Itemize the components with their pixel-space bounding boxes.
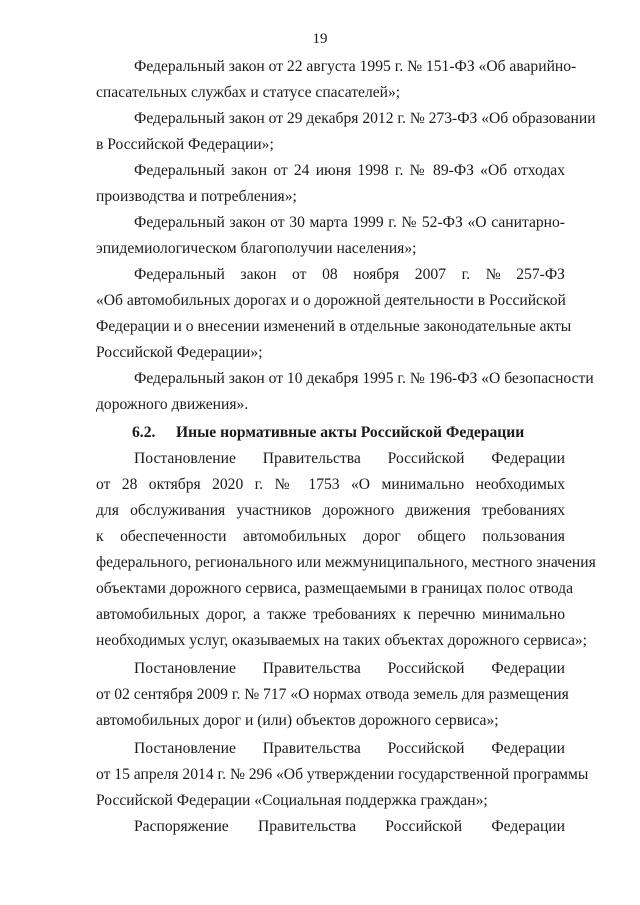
word: Федерации xyxy=(491,450,565,467)
word: Постановление xyxy=(134,740,236,757)
text-line: дорожного движения». xyxy=(96,396,249,413)
text-line-spread xyxy=(134,446,565,472)
word: 257-ФЗ xyxy=(516,266,565,283)
word: 2007 xyxy=(414,266,446,283)
text-line: Федеральный закон от 30 марта 1999 г. № 52-ФЗ «О санитарно- xyxy=(134,214,565,231)
text-line: объектами дорожного сервиса, размещаемыми в границах полос отвода xyxy=(96,580,574,597)
text-line: от 28 октября 2020 г. № 1753 «О минимально необходимых xyxy=(96,476,565,493)
word: г. xyxy=(461,266,471,283)
text-line: Российской Федерации «Социальная поддержка граждан»; xyxy=(96,792,488,809)
word: Федерации xyxy=(491,740,565,757)
section-number: 6.2. xyxy=(132,424,156,441)
word: 08 xyxy=(322,266,338,283)
word: Федерации xyxy=(491,660,565,677)
text-line: эпидемиологическом благополучии населения»; xyxy=(96,240,417,257)
text-line: производства и потребления»; xyxy=(96,188,297,205)
word: Российской xyxy=(387,740,465,757)
word: Правительства xyxy=(262,660,361,677)
text-line-spread xyxy=(134,656,565,682)
word: от xyxy=(292,266,307,283)
word: закон xyxy=(240,266,277,283)
text-line: автомобильных дорог и (или) объектов дорожного сервиса»; xyxy=(96,712,499,729)
section-title: Иные нормативные акты Российской Федерации xyxy=(176,424,525,441)
text-line: федерального, регионального или межмуниципального, местного значения xyxy=(96,554,596,571)
section-heading xyxy=(132,420,565,446)
text-line: необходимых услуг, оказываемых на таких объектах дорожного сервиса»; xyxy=(96,632,588,649)
text-line: от 15 апреля 2014 г. № 296 «Об утверждении государственной программы xyxy=(96,766,589,783)
word: № xyxy=(485,266,501,283)
text-line: в Российской Федерации»; xyxy=(96,136,274,153)
text-line: к обеспеченности автомобильных дорог общего пользования xyxy=(96,528,565,545)
word: Распоряжение xyxy=(134,818,229,835)
text-line: Федеральный закон от 10 декабря 1995 г. № 196-ФЗ «О безопасности xyxy=(134,370,594,387)
word: Правительства xyxy=(262,450,361,467)
text-line-spread xyxy=(134,736,565,762)
word: Постановление xyxy=(134,450,236,467)
word: Российской xyxy=(387,660,465,677)
word: Российской xyxy=(387,450,465,467)
page-number: 19 xyxy=(312,31,328,47)
text-line: спасательных службах и статусе спасателей»; xyxy=(96,84,401,101)
text-line: Федерации и о внесении изменений в отдельные законодательные акты xyxy=(96,318,572,335)
text-line: Федеральный закон от 22 августа 1995 г. № 151-ФЗ «Об аварийно- xyxy=(134,58,577,75)
text-line: для обслуживания участников дорожного движения требованиях xyxy=(96,502,565,519)
word: Федерации xyxy=(491,818,565,835)
text-line: автомобильных дорог, а также требованиях к перечню минимально xyxy=(96,606,565,623)
text-line: от 02 сентября 2009 г. № 717 «О нормах отвода земель для размещения xyxy=(96,686,569,703)
word: Российской xyxy=(385,818,463,835)
text-line: Федеральный закон от 29 декабря 2012 г. № 273-ФЗ «Об образовании xyxy=(134,110,596,127)
word: ноября xyxy=(353,266,400,283)
text-line-spread xyxy=(134,814,565,840)
word: Федеральный xyxy=(134,266,225,283)
text-line: Российской Федерации»; xyxy=(96,344,263,361)
text-line: «Об автомобильных дорогах и о дорожной деятельности в Российской xyxy=(96,292,566,309)
text-line-spread xyxy=(134,262,565,288)
word: Правительства xyxy=(257,818,357,835)
word: Правительства xyxy=(262,740,361,757)
text-line: Федеральный закон от 24 июня 1998 г. № 89-ФЗ «Об отходах xyxy=(134,162,565,179)
word: Постановление xyxy=(134,660,236,677)
